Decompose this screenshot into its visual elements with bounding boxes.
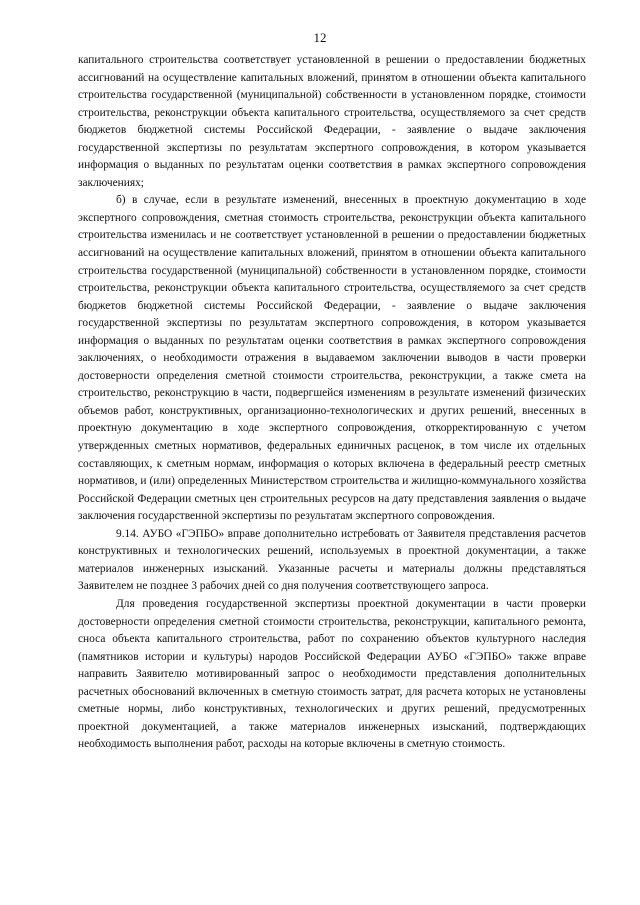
- paragraph-estimate-request: Для проведения государственной экспертизы проектной документации в части проверки достоверности определения сметной стоимости строительства, реконструкции, капитального ремонта, сноса объекта капитального строительства, работ по сохранению объектов культурного наследия (памятников истории и культуры) народов Российской Федерации АУБО «ГЭПБО» также вправе направить Заявителю мотивированный запрос о необходимости представления дополнительных расчетных обоснований включенных в сметную стоимость затрат, для расчета которых не установлены сметные нормы, либо конструктивных, технологических и других решений, предусмотренных проектной документацией, а также материалов инженерных изысканий, подтверждающих необходимость выполнения работ, расходы на которые включены в сметную стоимость.: [78, 597, 586, 751]
- document-body: [78, 52, 586, 754]
- paragraph-item-b: б) в случае, если в результате изменений, внесенных в проектную документацию в ходе экспертного сопровождения, сметная стоимость строительства, реконструкции объекта капитального строительства изменилась и не соответствует установленной в решении о предоставлении бюджетных ассигнований на осуществление капитальных вложений, принятом в отношении объекта капитального строительства государственной (муниципальной) собственности в установленном порядке, стоимости строительства, реконструкции объекта капитального строительства, осуществляемого за счет средств бюджетов бюджетной системы Российской Федерации, - заявление о выдаче заключения государственной экспертизы по результатам экспертного сопровождения, в котором указывается информация о выданных по результатам оценки соответствия в рамках экспертного сопровождения заключениях, о необходимости отражения в выдаваемом заключении выводов в части проверки достоверности определения сметной стоимости строительства, реконструкции, а также смета на строительство, реконструкцию в части, подвергшейся изменениям в результате изменений физических объемов работ, конструктивных, организационно-технологических и других решений, внесенных в проектную документацию в ходе экспертного сопровождения, откорректированную с учетом утвержденных сметных нормативов, федеральных единичных расценок, в том числе их отдельных составляющих, к сметным нормам, информация о которых включена в федеральный реестр сметных нормативов, и (или) определенных Министерством строительства и жилищно-коммунального хозяйства Российской Федерации сметных цен строительных ресурсов на дату представления заявления о выдаче заключения государственной экспертизы по результатам экспертного сопровождения.: [78, 194, 586, 523]
- paragraph-9-14: 9.14. АУБО «ГЭПБО» вправе дополнительно истребовать от Заявителя представления расчетов конструктивных и технологических решений, используемых в проектной документации, а также материалов инженерных изысканий. Указанные расчеты и материалы должны представляться Заявителем не позднее 3 рабочих дней со дня получения соответствующего запроса.: [78, 527, 586, 593]
- paragraph-continuation: капитального строительства соответствует установленной в решении о предоставлении бюджетных ассигнований на осуществление капитальных вложений, принятом в отношении объекта капитального строительства государственной (муниципальной) собственности в установленном порядке, стоимости строительства, реконструкции объекта капитального строительства, осуществляемого за счет средств бюджетов бюджетной системы Российской Федерации, - заявление о выдаче заключения государственной экспертизы по результатам экспертного сопровождения, в котором указывается информация о выданных по результатам оценки соответствия в рамках экспертного сопровождения заключениях;: [78, 54, 586, 189]
- page-number: 12: [313, 30, 327, 45]
